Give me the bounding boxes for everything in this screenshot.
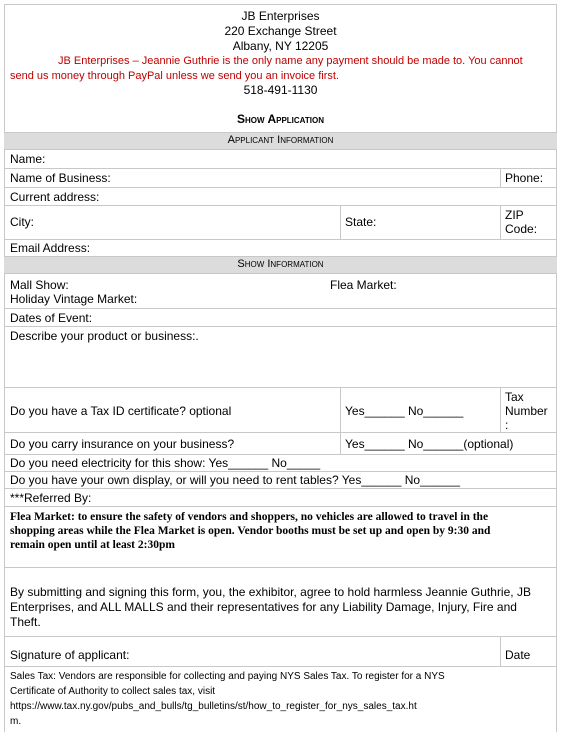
company-phone: 518-491-1130	[243, 83, 318, 97]
row-divider	[4, 326, 557, 327]
payment-notice-line1: JB Enterprises – Jeannie Guthrie is the only name any payment should be made to. You cannot	[58, 55, 523, 67]
cell-divider	[500, 205, 501, 239]
describe-label: Describe your product or business:.	[10, 329, 199, 343]
sales-tax-link[interactable]: https://www.tax.ny.gov/pubs_and_bulls/tg_bulletins/st/how_to_register_for_nys_sales_tax.ht	[10, 701, 417, 712]
company-name: JB Enterprises	[241, 9, 320, 23]
electricity-question: Do you need electricity for this show: Yes______ No_____	[10, 456, 321, 470]
row-divider	[4, 636, 557, 637]
row-divider	[4, 506, 557, 507]
row-divider	[4, 432, 557, 433]
cell-divider	[340, 205, 341, 239]
row-divider	[4, 454, 557, 455]
city-label: City:	[10, 215, 34, 229]
row-divider	[4, 168, 557, 169]
state-label: State:	[345, 215, 377, 229]
agreement-line2: Enterprises, and ALL MALLS and their representatives for any Liability Damage, Injury, Fire and	[10, 600, 517, 614]
email-label: Email Address:	[10, 241, 91, 255]
referred-by-label: ***Referred By:	[10, 491, 92, 505]
zip-label-line2: Code:	[505, 222, 538, 236]
section-applicant-information: Applicant Information	[4, 132, 557, 150]
display-question: Do you have your own display, or will you need to rent tables? Yes______ No______	[10, 473, 461, 487]
section-show-information: Show Information	[4, 256, 557, 274]
phone-label: Phone:	[505, 171, 544, 185]
company-street: 220 Exchange Street	[224, 24, 337, 38]
flea-market-label: Flea Market:	[330, 278, 397, 292]
tax-id-yes-no: Yes______ No______	[345, 404, 464, 418]
row-divider	[4, 488, 557, 489]
sales-tax-line2: Certificate of Authority to collect sales tax, visit	[10, 686, 216, 697]
business-name-label: Name of Business:	[10, 171, 111, 185]
payment-notice-line2: send us money through PayPal unless we send you an invoice first.	[10, 70, 339, 82]
tax-number-label-3: :	[505, 418, 509, 432]
dates-label: Dates of Event:	[10, 311, 93, 325]
row-divider	[4, 308, 557, 309]
tax-number-label-1: Tax	[505, 390, 524, 404]
row-divider	[4, 205, 557, 206]
row-divider	[4, 387, 557, 388]
cell-divider	[340, 432, 341, 454]
form-top-border	[4, 4, 557, 5]
zip-label-line1: ZIP	[505, 208, 524, 222]
company-city: Albany, NY 12205	[232, 39, 329, 53]
tax-number-label-2: Number	[505, 404, 548, 418]
flea-notice-line2: shopping areas while the Flea Market is open. Vendor booths must be set up and open by 9:30 and	[10, 525, 491, 537]
insurance-yes-no: Yes______ No______(optional)	[345, 437, 514, 451]
sales-tax-line1: Sales Tax: Vendors are responsible for collecting and paying NYS Sales Tax. To register for a NYS	[10, 671, 445, 682]
cell-divider	[340, 387, 341, 432]
name-label: Name:	[10, 152, 46, 166]
flea-notice-line1: Flea Market: to ensure the safety of vendors and shoppers, no vehicles are allowed to travel in the	[10, 511, 489, 523]
flea-notice-line3: remain open until at least 2:30pm	[10, 539, 175, 551]
holiday-vintage-label: Holiday Vintage Market:	[10, 292, 138, 306]
cell-divider	[500, 387, 501, 432]
row-divider	[4, 187, 557, 188]
date-label: Date	[505, 648, 531, 662]
row-divider	[4, 567, 557, 568]
form-title: Show Application	[237, 112, 324, 126]
row-divider	[4, 666, 557, 667]
row-divider	[4, 239, 557, 240]
agreement-line3: Theft.	[10, 615, 41, 629]
insurance-question: Do you carry insurance on your business?	[10, 437, 235, 451]
signature-label: Signature of applicant:	[10, 648, 130, 662]
cell-divider	[500, 636, 501, 666]
sales-tax-line4: m.	[10, 716, 22, 727]
current-address-label: Current address:	[10, 190, 100, 204]
mall-show-label: Mall Show:	[10, 278, 69, 292]
row-divider	[4, 471, 557, 472]
tax-id-question: Do you have a Tax ID certificate? optional	[10, 404, 232, 418]
cell-divider	[500, 168, 501, 187]
agreement-line1: By submitting and signing this form, you, the exhibitor, agree to hold harmless Jeannie Guthrie, JB	[10, 585, 531, 599]
